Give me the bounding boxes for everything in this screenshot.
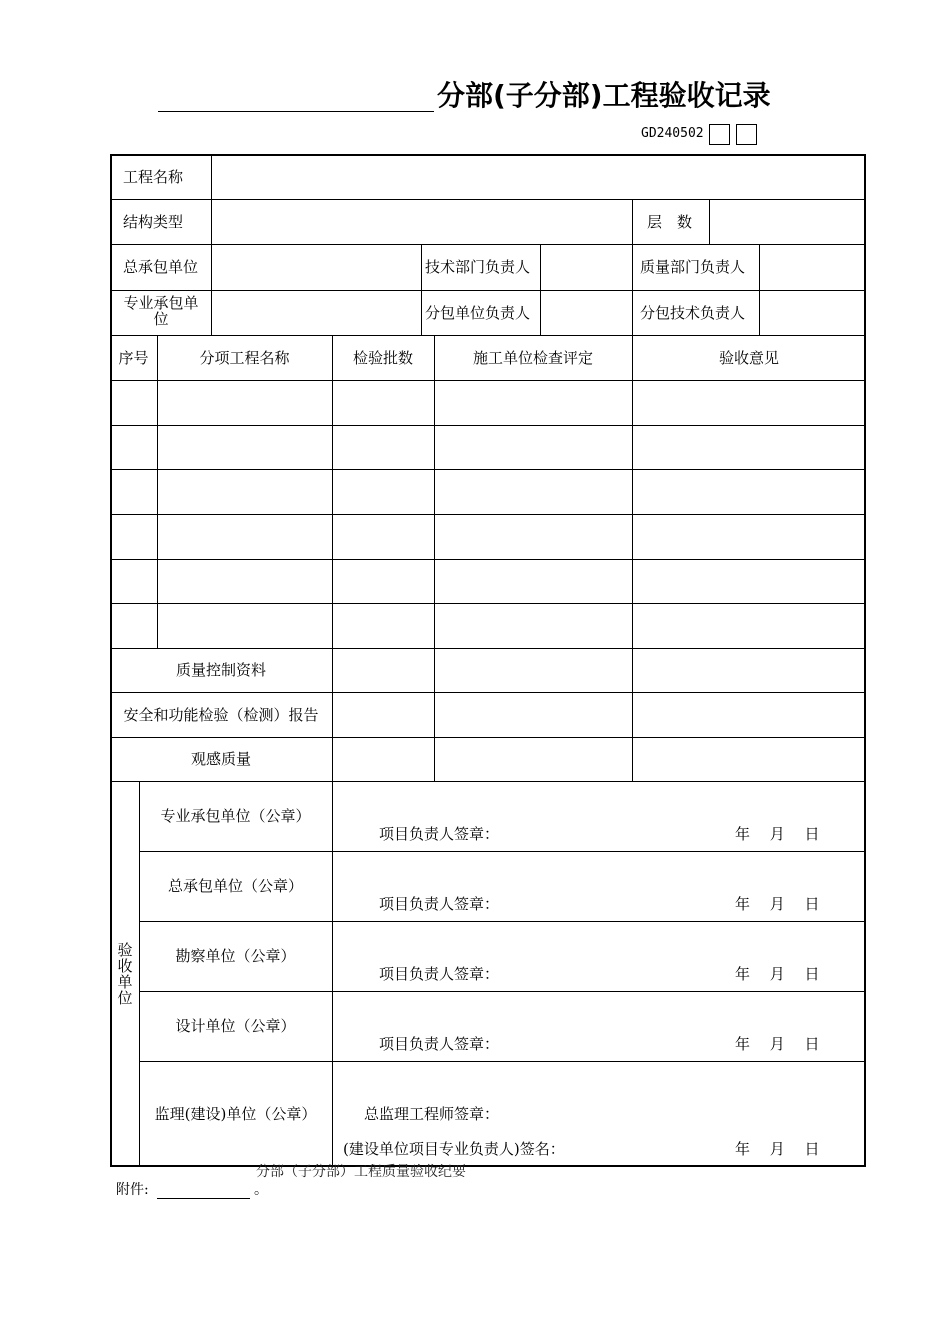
unit-name-design: 设计单位（公章） (175, 1017, 296, 1035)
quality-control-label: 质量控制资料 (175, 661, 266, 679)
col-line (709, 199, 710, 244)
title-underline[interactable] (158, 111, 434, 112)
quality-dept-head-field[interactable] (761, 246, 863, 289)
attachment-text: 分部（子分部）工程质量验收纪要 (256, 1164, 466, 1180)
unit-sign-general: 项目负责人签章： (379, 895, 500, 913)
appearance-label: 观感质量 (190, 750, 251, 768)
unit-name-general: 总承包单位（公章） (167, 877, 303, 895)
subcontractor-head-field[interactable] (542, 292, 631, 334)
floors-label: 层 数 (647, 213, 693, 231)
floors-field[interactable] (711, 201, 863, 243)
general-contractor-label: 总承包单位 (123, 258, 199, 276)
row-line (110, 692, 866, 693)
row-line (110, 559, 866, 560)
col-header-item-name: 分项工程名称 (199, 349, 290, 367)
col-line (421, 244, 422, 335)
row-line (110, 648, 866, 649)
unit-date-survey: 年 月 日 (735, 965, 820, 983)
col-header-seq: 序号 (118, 349, 149, 367)
sub-tech-head-field[interactable] (761, 292, 863, 334)
specialty-contractor-label: 专业承包单位 (123, 294, 199, 328)
attachment-period: 。 (254, 1182, 268, 1198)
acceptance-side-label (117, 942, 133, 1006)
row-line (110, 425, 866, 426)
supervisor-sign-chief: 总监理工程师签章： (364, 1105, 500, 1123)
col-line (632, 199, 633, 335)
col-header-contractor-check: 施工单位检查评定 (472, 349, 593, 367)
subcontractor-head-label: 分包单位负责人 (425, 304, 531, 322)
col-line (759, 244, 760, 335)
unit-sign-specialty: 项目负责人签章： (379, 825, 500, 843)
col-line (211, 154, 212, 335)
unit-sign-design: 项目负责人签章： (379, 1035, 500, 1053)
unit-date-specialty: 年 月 日 (735, 825, 820, 843)
code-box-2[interactable] (736, 124, 757, 145)
row-line (110, 380, 866, 381)
row-line (139, 851, 866, 852)
unit-date-supervisor: 年 月 日 (735, 1140, 820, 1158)
row-line (110, 469, 866, 470)
col-line (434, 335, 435, 781)
tech-dept-head-label: 技术部门负责人 (425, 258, 531, 276)
page-title: 分部(子分部)工程验收记录 (437, 79, 771, 112)
supervisor-sign-owner: (建设单位项目专业负责人)签名： (343, 1140, 565, 1158)
general-contractor-field[interactable] (213, 246, 420, 289)
row-line (110, 514, 866, 515)
col-line (157, 335, 158, 648)
safety-report-label: 安全和功能检验（检测）报告 (123, 706, 319, 724)
project-name-field[interactable] (213, 156, 863, 198)
form-code: GD240502 (641, 126, 704, 141)
acceptance-side-text: 验收单位 (117, 941, 133, 1007)
attachment-label: 附件: (116, 1182, 149, 1198)
row-line (110, 244, 866, 245)
quality-dept-head-label: 质量部门负责人 (640, 258, 746, 276)
tech-dept-head-field[interactable] (542, 246, 631, 289)
structure-type-field[interactable] (213, 201, 631, 243)
col-line (632, 335, 633, 781)
col-line (540, 244, 541, 335)
sub-tech-head-label: 分包技术负责人 (640, 304, 746, 322)
col-line (332, 335, 333, 1167)
unit-name-specialty: 专业承包单位（公章） (160, 807, 311, 825)
col-header-batch-count: 检验批数 (352, 349, 413, 367)
structure-type-label: 结构类型 (123, 213, 184, 231)
row-line (110, 335, 866, 336)
code-box-1[interactable] (709, 124, 730, 145)
unit-sign-survey: 项目负责人签章： (379, 965, 500, 983)
row-line (110, 290, 866, 291)
unit-name-survey: 勘察单位（公章） (175, 947, 296, 965)
row-line (139, 1061, 866, 1062)
col-header-acceptance-opinion: 验收意见 (718, 349, 779, 367)
unit-name-supervisor: 监理(建设)单位（公章） (154, 1105, 317, 1123)
row-line (110, 199, 866, 200)
project-name-label: 工程名称 (123, 168, 184, 186)
attachment-underline[interactable] (157, 1198, 250, 1199)
row-line (110, 603, 866, 604)
row-line (110, 781, 866, 782)
specialty-contractor-field[interactable] (213, 292, 420, 334)
row-line (139, 991, 866, 992)
unit-date-general: 年 月 日 (735, 895, 820, 913)
row-line (110, 737, 866, 738)
row-line (139, 921, 866, 922)
unit-date-design: 年 月 日 (735, 1035, 820, 1053)
